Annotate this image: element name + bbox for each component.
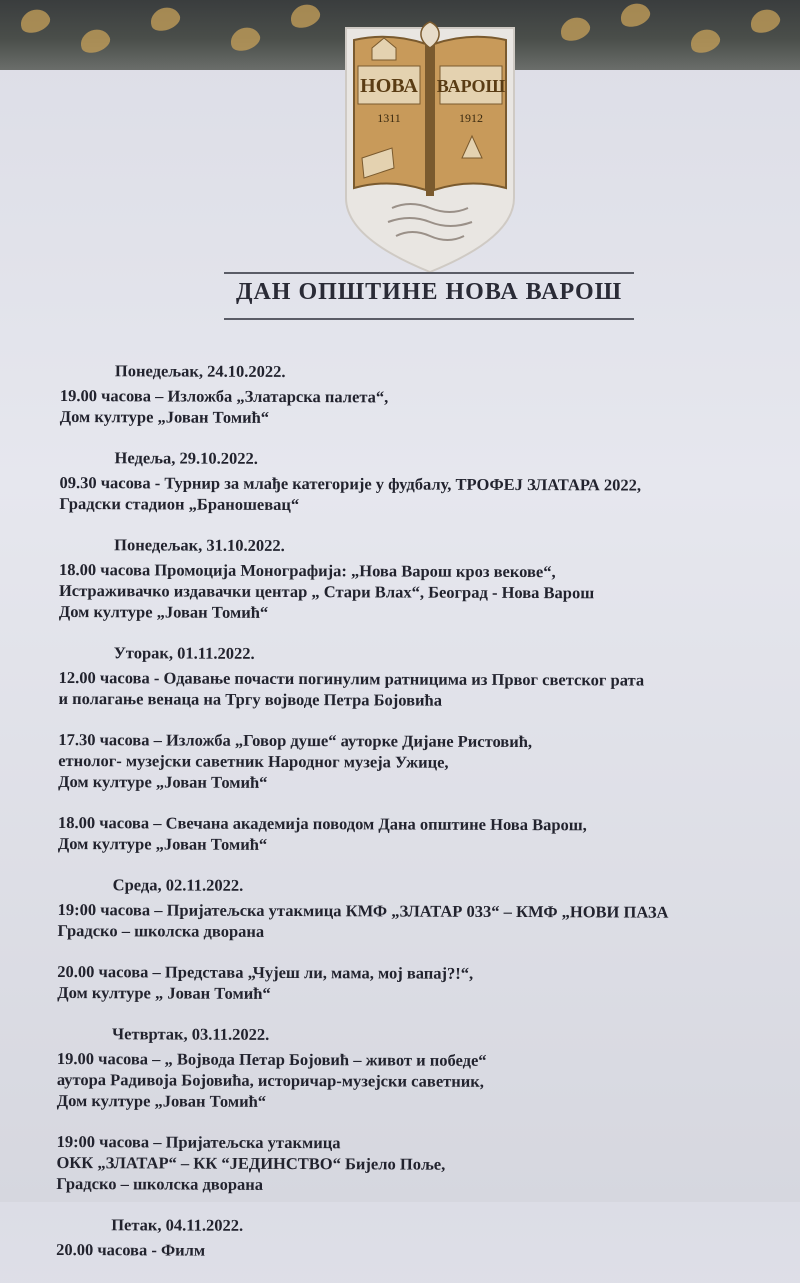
- event-line: 09.30 часова - Турнир за млађе категорије у фудбалу, ТРОФЕЈ ЗЛАТАРА 2022,: [59, 472, 642, 495]
- event-line: Градско – школска дворана: [56, 1173, 264, 1194]
- municipality-crest: [332, 8, 528, 276]
- schedule-day: [59, 447, 800, 517]
- event-line: ОКК „ЗЛАТАР“ – КК “ЈЕДИНСТВО“ Бијело Поље,: [56, 1152, 446, 1174]
- title-rule-top: [224, 272, 634, 274]
- day-header: Среда, 02.11.2022.: [112, 875, 244, 895]
- event-line: 17.30 часова – Изложба „Говор душе“ ауторке Дијане Ристовић,: [58, 729, 533, 752]
- day-header: Уторак, 01.11.2022.: [113, 643, 255, 663]
- event-line: Градско – школска дворана: [57, 920, 265, 941]
- schedule-day: [56, 1214, 800, 1263]
- crest-left-year: 1311: [377, 111, 401, 125]
- event-line: Дом културе „Јован Томић“: [56, 1090, 267, 1111]
- event-line: Дом културе „Јован Томић“: [58, 771, 268, 792]
- schedule-day: [59, 534, 800, 625]
- event-item: [59, 559, 800, 625]
- event-item: [56, 1239, 800, 1263]
- crest-right-year: 1912: [459, 111, 483, 125]
- day-header: Петак, 04.11.2022.: [111, 1215, 244, 1235]
- event-line: Истраживачко издавачки центар „ Стари Влах“, Београд - Нова Варош: [58, 580, 595, 603]
- event-line: 19.00 часова – „ Војвода Петар Бојовић – живот и победе“: [56, 1048, 487, 1070]
- event-item: [56, 1131, 800, 1197]
- event-item: [57, 899, 800, 944]
- day-header: Понедељак, 24.10.2022.: [114, 361, 286, 381]
- event-line: и полагање венаца на Тргу војводе Петра Бојовића: [58, 688, 443, 710]
- day-header: Недеља, 29.10.2022.: [114, 448, 258, 468]
- event-item: [60, 385, 800, 430]
- crest-right-text: ВАРОШ: [436, 76, 506, 96]
- event-item: [57, 1048, 800, 1114]
- event-item: [57, 961, 800, 1006]
- event-line: аутора Радивоја Бојовића, историчар-музејски саветник,: [56, 1069, 484, 1091]
- event-line: 18.00 часова – Свечана академија поводом Дана општине Нова Варош,: [57, 812, 587, 835]
- event-line: 18.00 часова Промоција Монографија: „Нова Варош кроз векове“,: [59, 559, 556, 582]
- schedule-day: [57, 874, 800, 1006]
- schedule-day: [56, 1023, 800, 1197]
- event-line: 19:00 часова – Пријатељска утакмица КМФ „ЗЛАТАР 033“ – КМФ „НОВИ ПАЗА: [57, 899, 669, 922]
- schedule-day: [60, 360, 800, 430]
- event-line: 12.00 часова - Одавање почасти погинулим ратницима из Првог светског рата: [58, 667, 645, 690]
- event-schedule: [56, 360, 800, 1283]
- event-line: 19.00 часова – Изложба „Златарска палета“,: [59, 385, 389, 407]
- event-line: Дом културе „ Јован Томић“: [57, 982, 271, 1003]
- event-line: Градски стадион „Браношевац“: [59, 493, 300, 515]
- event-item: [59, 472, 800, 517]
- day-header: Понедељак, 31.10.2022.: [114, 535, 285, 555]
- event-line: 20.00 часова – Представа „Чујеш ли, мама, мој вапај?!“,: [57, 961, 474, 983]
- schedule-day: [58, 642, 800, 857]
- day-header: Четвртак, 03.11.2022.: [112, 1024, 270, 1044]
- event-line: Дом културе „Јован Томић“: [59, 406, 270, 427]
- title-rule-bottom: [224, 318, 634, 320]
- event-item: [58, 667, 800, 712]
- event-line: 20.00 часова - Филм: [56, 1239, 206, 1260]
- event-line: етнолог- музејски саветник Народног музеја Ужице,: [58, 750, 449, 772]
- crest-left-text: НОВА: [360, 75, 418, 97]
- event-item: [58, 729, 800, 795]
- page-title: ДАН ОПШТИНЕ НОВА ВАРОШ: [235, 279, 623, 305]
- event-line: Дом културе „Јован Томић“: [58, 601, 269, 622]
- event-line: 19:00 часова – Пријатељска утакмица: [56, 1131, 341, 1153]
- event-line: Дом културе „Јован Томић“: [57, 833, 268, 854]
- event-item: [58, 812, 800, 857]
